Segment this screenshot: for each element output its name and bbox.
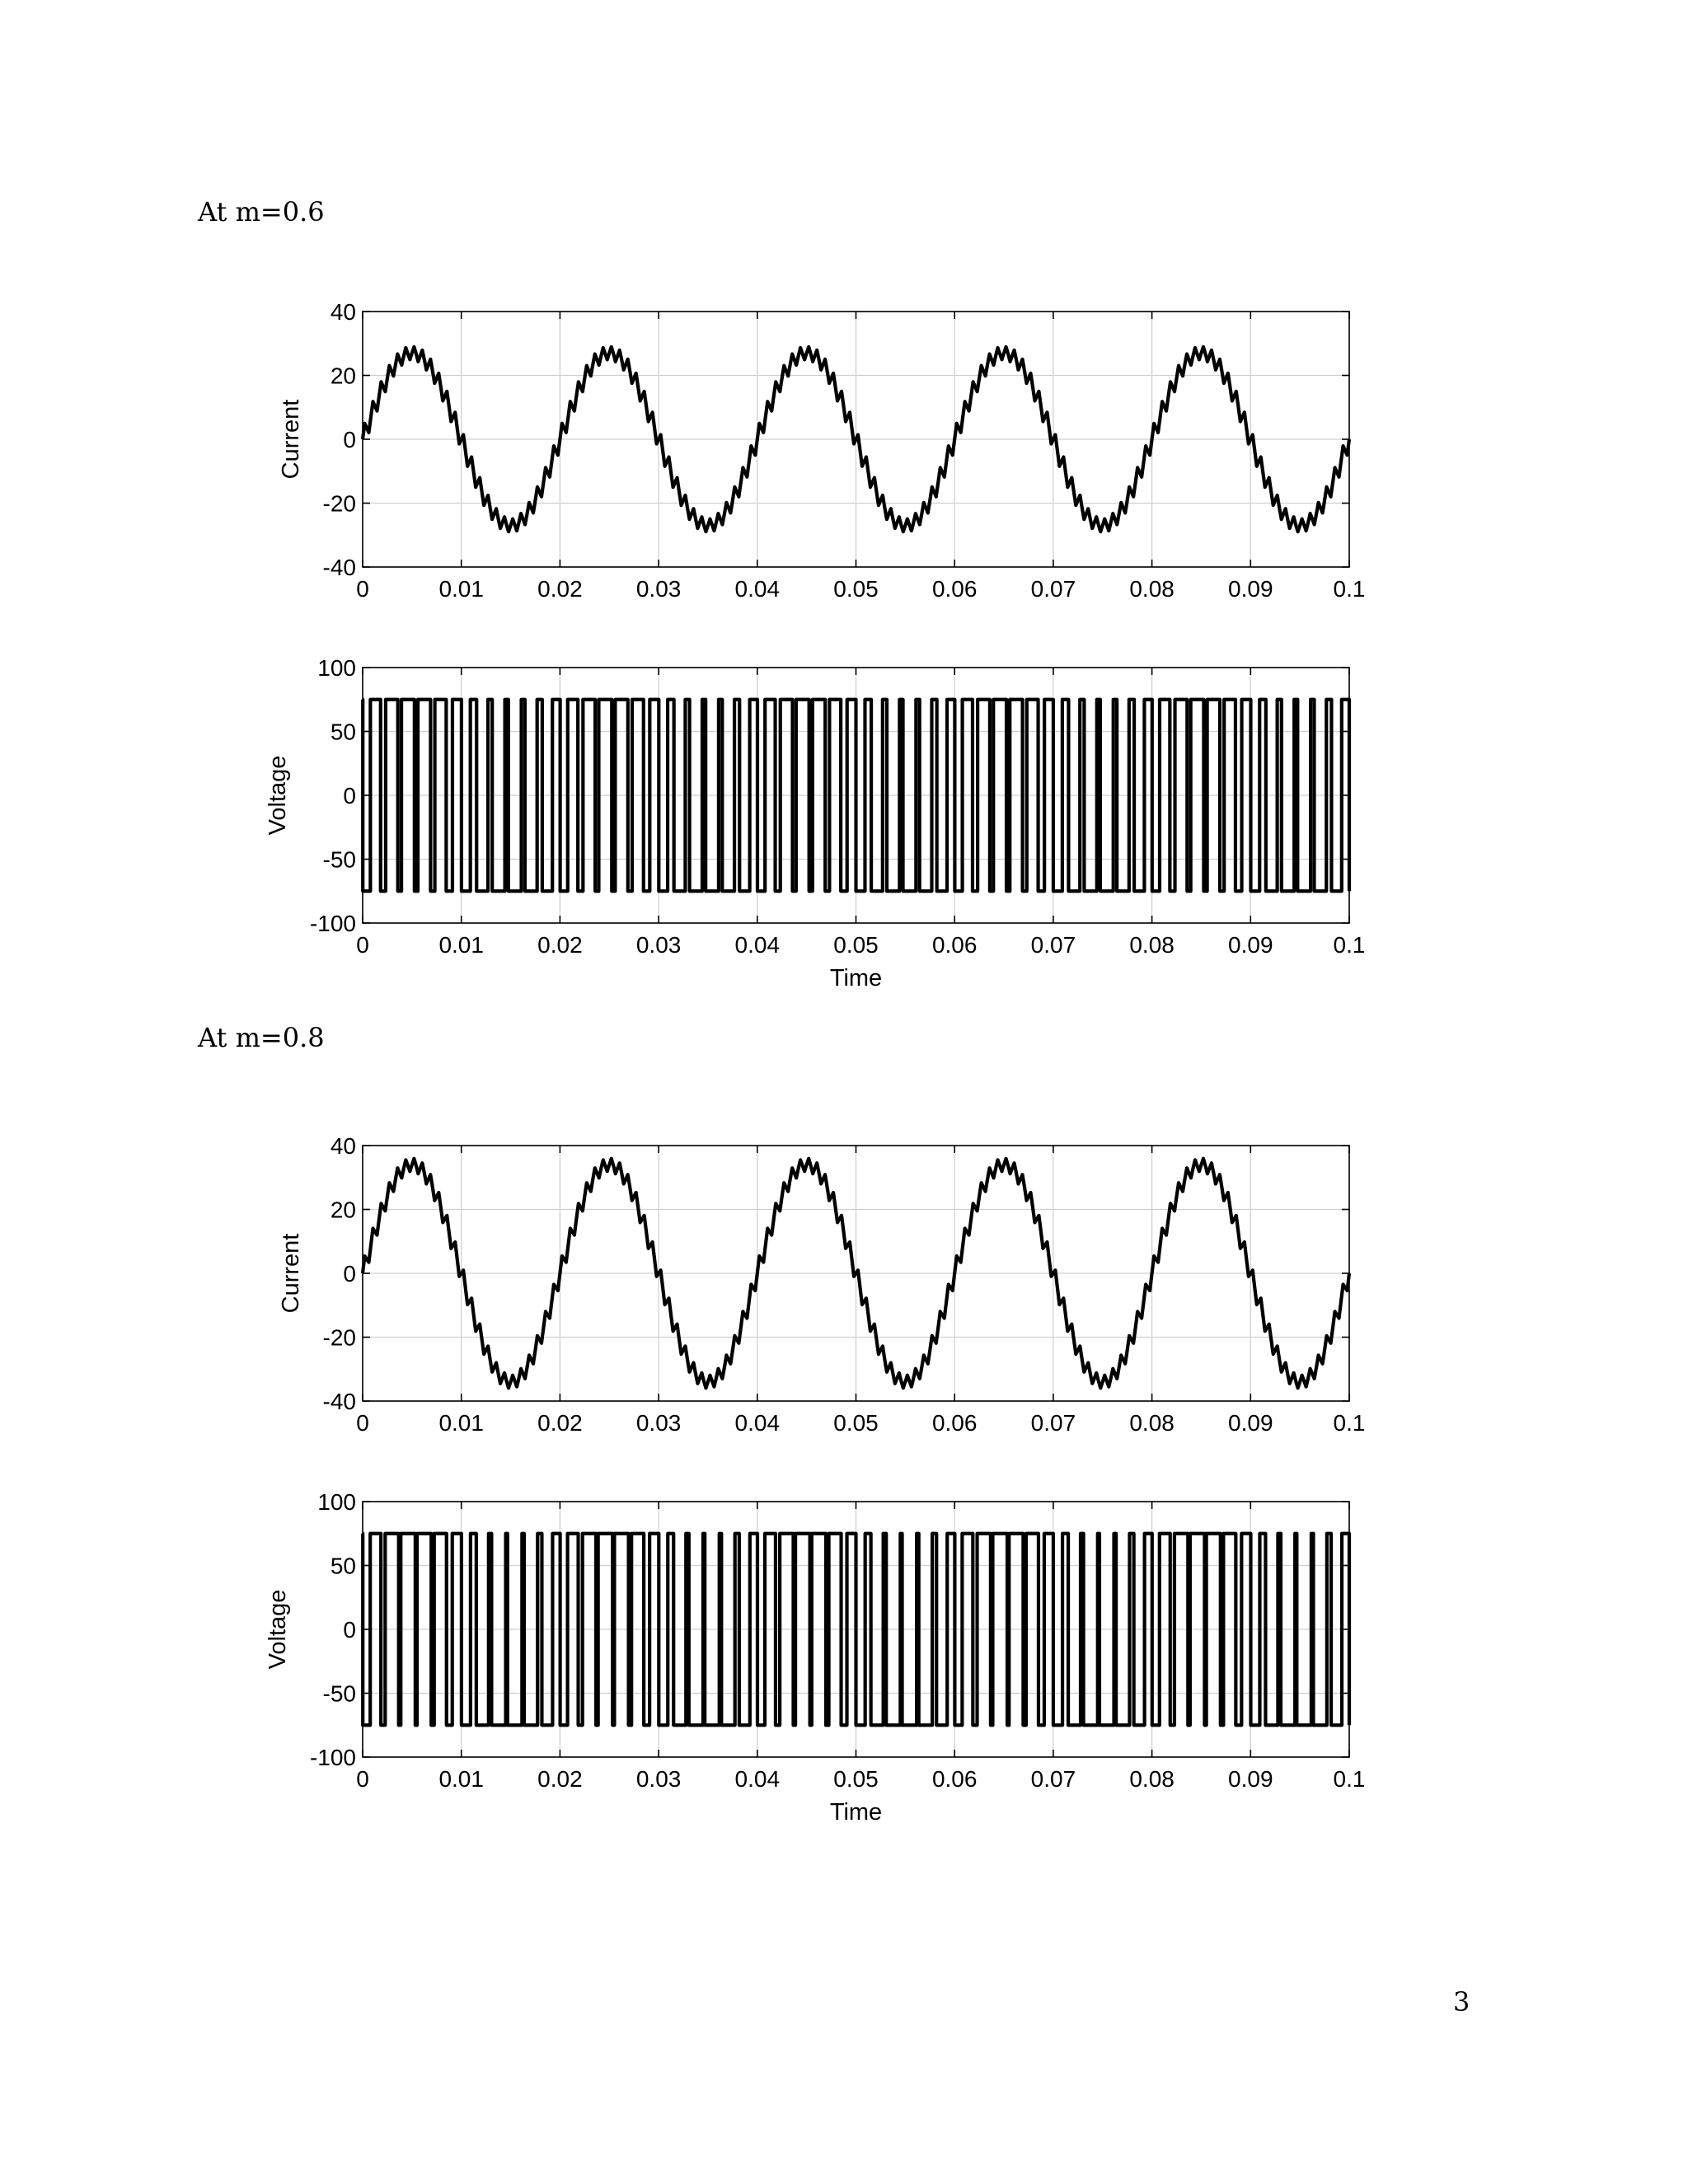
y-tick-label: 40 [330, 299, 356, 325]
y-tick-label: 100 [317, 1489, 356, 1515]
chart-current-m06 [247, 280, 1385, 610]
x-tick-label: 0.06 [931, 1410, 978, 1436]
y-axis-label: Voltage [265, 755, 291, 836]
x-tick-label: 0 [356, 932, 369, 958]
y-axis-label: Voltage [265, 1589, 291, 1670]
x-tick-label: 0.05 [833, 576, 879, 602]
x-tick-label: 0.02 [537, 1766, 583, 1792]
x-tick-label: 0.03 [635, 932, 682, 958]
x-tick-label: 0.06 [931, 932, 978, 958]
section-heading-m06: At m=0.6 [198, 196, 325, 227]
y-tick-label: 20 [330, 1197, 356, 1223]
x-tick-label: 0.02 [537, 576, 583, 602]
x-tick-label: 0.07 [1030, 576, 1076, 602]
y-tick-label: 0 [343, 1261, 356, 1286]
y-tick-label: 50 [330, 1553, 356, 1579]
x-tick-label: 0.08 [1129, 1766, 1175, 1792]
x-axis-label: Time [829, 1799, 883, 1825]
y-tick-label: 100 [317, 655, 356, 681]
y-tick-label: -20 [322, 490, 356, 517]
x-tick-label: 0.03 [635, 1410, 682, 1436]
x-tick-label: 0.07 [1030, 1410, 1076, 1436]
y-axis-label: Current [278, 1233, 304, 1314]
y-tick-label: -50 [322, 846, 356, 873]
x-tick-label: 0 [356, 576, 369, 602]
x-tick-label: 0.09 [1228, 1766, 1273, 1792]
x-tick-label: 0.05 [833, 932, 879, 958]
x-tick-label: 0.07 [1030, 1766, 1076, 1792]
x-tick-label: 0.01 [438, 932, 484, 958]
x-tick-label: 0.03 [635, 1766, 682, 1792]
x-tick-label: 0.01 [438, 1410, 484, 1436]
page-number: 3 [1453, 1986, 1470, 2018]
x-tick-label: 0 [356, 1410, 369, 1436]
x-tick-label: 0.01 [438, 576, 484, 602]
x-tick-label: 0.06 [931, 1766, 978, 1792]
x-tick-label: 0.09 [1228, 1410, 1273, 1436]
x-tick-label: 0.04 [734, 1410, 781, 1436]
chart-voltage-m06 [247, 635, 1385, 1005]
x-tick-label: 0.07 [1030, 932, 1076, 958]
x-tick-label: 0.03 [635, 576, 682, 602]
chart-voltage-m08 [247, 1467, 1385, 1838]
y-tick-label: 0 [343, 427, 356, 452]
y-tick-label: -40 [322, 555, 356, 580]
chart-current-m08 [247, 1113, 1385, 1442]
x-tick-label: 0.09 [1228, 576, 1273, 602]
y-tick-label: 0 [343, 783, 356, 808]
x-tick-label: 0.02 [537, 932, 583, 958]
y-tick-label: -20 [322, 1324, 356, 1351]
x-tick-label: 0.1 [1333, 1410, 1366, 1436]
y-tick-label: 50 [330, 719, 356, 745]
y-tick-label: -50 [322, 1680, 356, 1707]
x-tick-label: 0.08 [1129, 1410, 1175, 1436]
section-heading-m08: At m=0.8 [198, 1022, 325, 1053]
x-tick-label: 0.04 [734, 576, 781, 602]
x-tick-label: 0.01 [438, 1766, 484, 1792]
y-axis-label: Current [278, 399, 304, 480]
x-tick-label: 0.09 [1228, 932, 1273, 958]
x-tick-label: 0.05 [833, 1766, 879, 1792]
x-tick-label: 0.1 [1333, 1766, 1366, 1792]
x-tick-label: 0.08 [1129, 932, 1175, 958]
x-tick-label: 0.05 [833, 1410, 879, 1436]
y-tick-label: -100 [309, 1745, 356, 1770]
y-tick-label: -100 [309, 911, 356, 936]
x-tick-label: 0.1 [1333, 576, 1366, 602]
x-tick-label: 0.02 [537, 1410, 583, 1436]
y-tick-label: 40 [330, 1133, 356, 1159]
x-tick-label: 0.1 [1333, 932, 1366, 958]
x-tick-label: 0.04 [734, 932, 781, 958]
y-tick-label: 0 [343, 1617, 356, 1643]
y-tick-label: -40 [322, 1389, 356, 1414]
y-tick-label: 20 [330, 363, 356, 389]
x-tick-label: 0.04 [734, 1766, 781, 1792]
x-tick-label: 0 [356, 1766, 369, 1792]
x-tick-label: 0.06 [931, 576, 978, 602]
x-axis-label: Time [829, 965, 883, 991]
x-tick-label: 0.08 [1129, 576, 1175, 602]
